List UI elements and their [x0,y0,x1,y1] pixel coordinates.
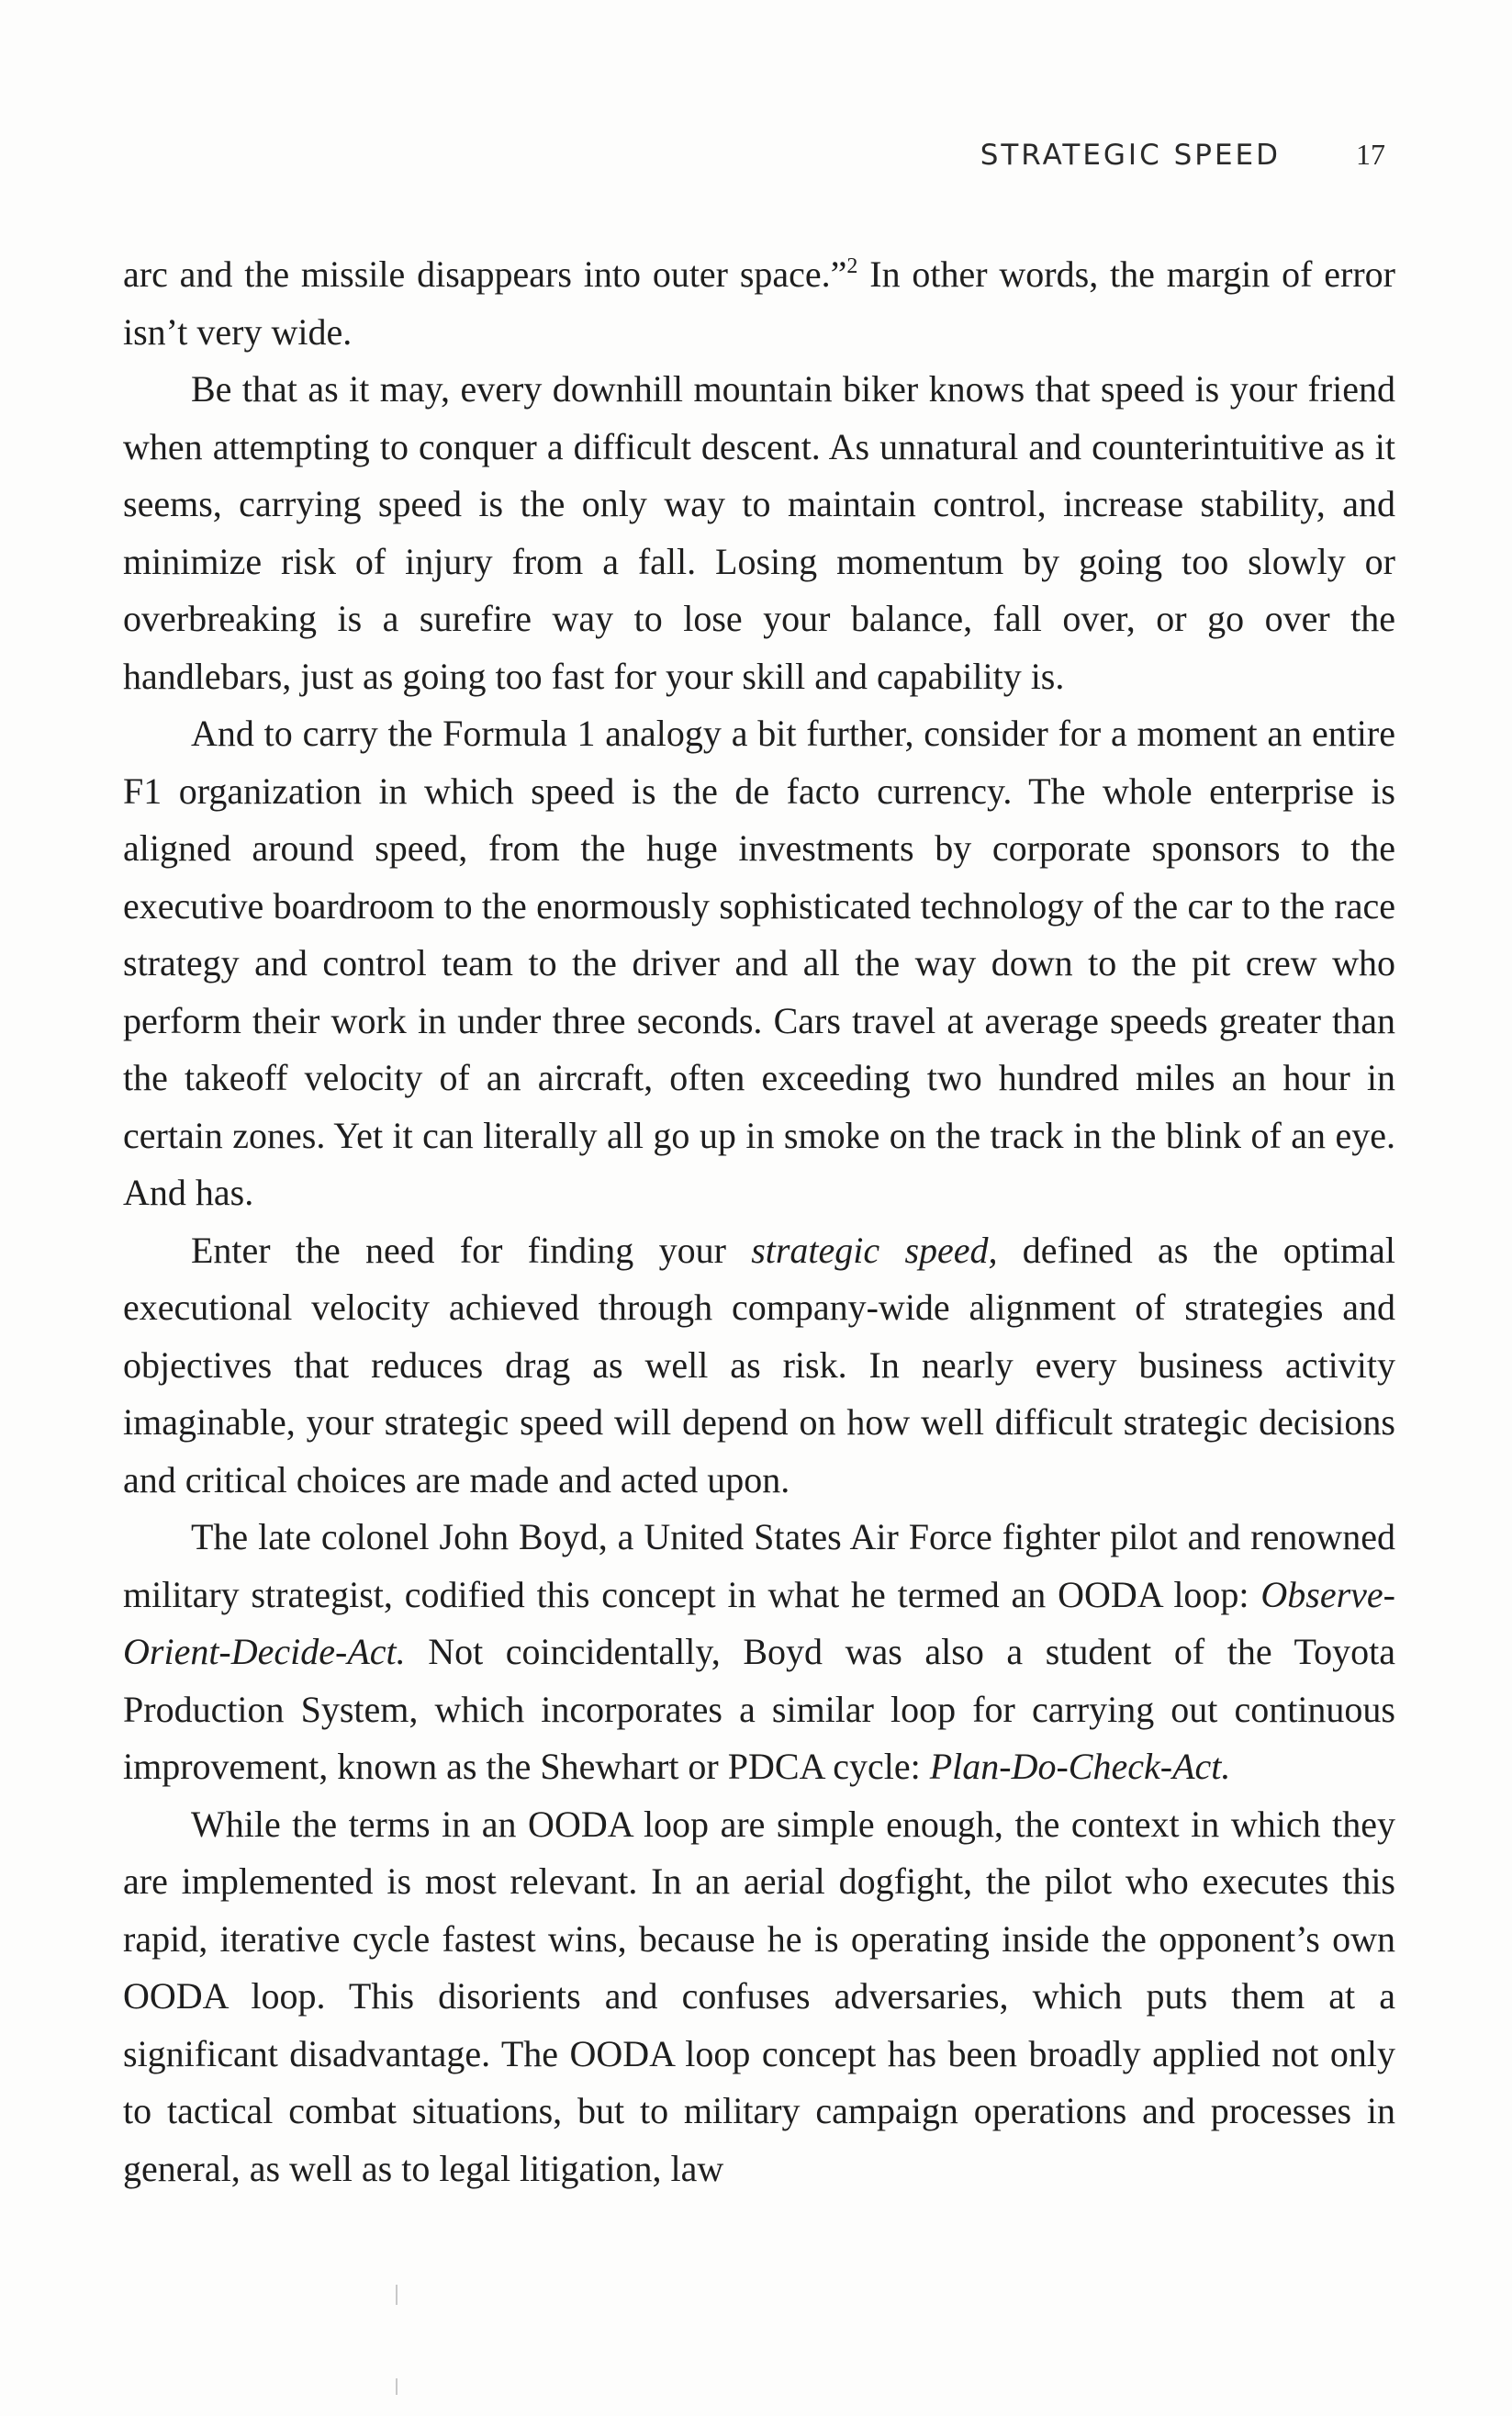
paragraph-3: And to carry the Formula 1 analogy a bit further, consider for a moment an entire F1 organization in which speed is the de facto currency. The whole enterprise is aligned around speed, from the huge investments by corporate sponsors to the executive boardroom to the enormously sophisticated technology of the car to the race strategy and control team to the driver and all the way down to the pit crew who perform their work in under three seconds. Cars travel at average speeds greater than the takeoff velocity of an aircraft, often exceeding two hundred miles an hour in certain zones. Yet it can literally all go up in smoke on the track in the blink of an eye. And has. [123,713,1395,1213]
paragraph-5 [123,1509,1395,1796]
paragraph-4-emphasis: strategic speed, [751,1229,998,1271]
scan-speck [396,2378,398,2395]
paragraph-4-continuation: defined as the optimal executional velocity achieved through company-wide alignment of strategies and objectives that reduces drag as well as risk. In nearly every business activity imaginable, your strategic speed will depend on how well difficult strategic decisions and critical choices are made and acted upon. [123,1229,1395,1500]
paragraph-5-text: The late colonel John Boyd, a United States Air Force fighter pilot and renowned military strategist, codified this concept in what he termed an OODA loop: [123,1516,1395,1615]
paragraph-4-text: Enter the need for finding your [191,1229,752,1271]
paragraph-5-continuation: Not coincidentally, Boyd was also a student of the Toyota Production System, which incorporates a similar loop for carrying out continuous improvement, known as the Shewhart or PDCA cycle: [123,1631,1395,1787]
paragraph-1-text: arc and the missile disappears into outer space.” [123,253,847,295]
paragraph-2: Be that as it may, every downhill mountain biker knows that speed is your friend when attempting to conquer a difficult descent. As unnatural and counterintuitive as it seems, carrying speed is the only way to maintain control, increase stability, and minimize risk of injury from a fall. Losing momentum by going too slowly or overbreaking is a surefire way to lose your balance, fall over, or go over the handlebars, just as going too fast for your skill and capability is. [123,368,1395,697]
page-number: 17 [1356,138,1385,171]
scan-speck [396,2285,398,2305]
body-text [123,246,1395,2197]
paragraph-5-emphasis: Observe-Orient-Decide-Act. [123,1573,1395,1672]
footnote-reference: 2 [846,254,858,278]
paragraph-6: While the terms in an OODA loop are simple enough, the context in which they are implemented is most relevant. In an aerial dogfight, the pilot who executes this rapid, iterative cycle fastest wins, because he is operating inside the opponent’s own OODA loop. This disorients and confuses adversaries, which puts them at a significant disadvantage. The OODA loop concept has been broadly applied not only to tactical combat situations, but to military campaign operations and processes in general, as well as to legal litigation, law [123,1803,1395,2189]
paragraph-1 [123,246,1395,361]
paragraph-4 [123,1222,1395,1510]
running-title: STRATEGIC SPEED [980,139,1281,172]
paragraph-5-emphasis-2: Plan-Do-Check-Act. [929,1746,1231,1787]
paragraph-1-continuation: In other words, the margin of error isn’t very wide. [123,253,1395,353]
running-head [980,138,1385,172]
